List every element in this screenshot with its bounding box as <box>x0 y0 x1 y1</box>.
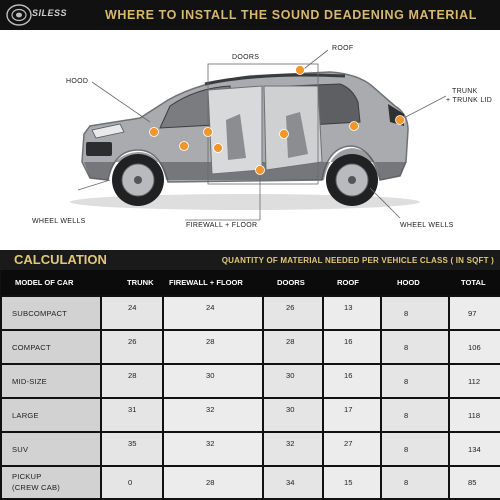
header-hood: HOOD <box>381 270 449 296</box>
cell-firewall: 24 <box>163 296 263 330</box>
cell-roof: 13 <box>323 296 381 330</box>
cell-doors: 30 <box>263 398 323 432</box>
marker-floor <box>256 166 265 175</box>
table-row <box>1 364 500 398</box>
cell-firewall: 32 <box>163 432 263 466</box>
label-doors: DOORS <box>232 54 260 61</box>
table-row <box>1 398 500 432</box>
cell-model: MID-SIZE <box>1 364 101 398</box>
cell-doors: 30 <box>263 364 323 398</box>
calculation-subtitle: QUANTITY OF MATERIAL NEEDED PER VEHICLE CLASS ( IN SQFT ) <box>221 256 494 265</box>
cell-doors: 34 <box>263 466 323 499</box>
table-header-row <box>1 270 500 296</box>
cell-model: LARGE <box>1 398 101 432</box>
cell-firewall: 30 <box>163 364 263 398</box>
calculation-title: CALCULATION <box>14 252 107 267</box>
cell-trunk: 28 <box>101 364 163 398</box>
label-firewall-floor: FIREWALL + FLOOR <box>186 222 258 229</box>
vehicle-class-table <box>0 270 500 500</box>
cell-total: 112 <box>449 364 500 398</box>
table-row <box>1 466 500 499</box>
cell-model <box>1 466 101 499</box>
marker-rear-wheelwell <box>350 122 359 131</box>
cell-model: COMPACT <box>1 330 101 364</box>
marker-door-front-2 <box>214 144 223 153</box>
cell-total: 106 <box>449 330 500 364</box>
cell-trunk: 35 <box>101 432 163 466</box>
cell-doors: 28 <box>263 330 323 364</box>
cell-total: 118 <box>449 398 500 432</box>
marker-door-rear <box>280 130 289 139</box>
cell-total: 134 <box>449 432 500 466</box>
title-banner <box>0 0 500 30</box>
cell-trunk: 0 <box>101 466 163 499</box>
cell-total: 85 <box>449 466 500 499</box>
wheelwell-left-leader <box>78 180 110 190</box>
cell-trunk: 31 <box>101 398 163 432</box>
header-firewall-floor: FIREWALL + FLOOR <box>163 270 263 296</box>
cell-trunk: 26 <box>101 330 163 364</box>
hood-leader <box>92 82 150 122</box>
cell-model: SUV <box>1 432 101 466</box>
cell-firewall: 28 <box>163 330 263 364</box>
label-roof: ROOF <box>332 45 354 52</box>
marker-front-wheelwell <box>180 142 189 151</box>
car-illustration <box>0 30 500 250</box>
header-total: TOTAL <box>449 270 500 296</box>
grille <box>86 142 112 156</box>
logo-text: SILESS <box>32 8 68 18</box>
table-row <box>1 296 500 330</box>
cell-model-line1: PICKUP <box>12 472 42 482</box>
cell-hood: 8 <box>381 296 449 330</box>
cell-doors: 26 <box>263 296 323 330</box>
cell-hood: 8 <box>381 432 449 466</box>
cell-roof: 16 <box>323 330 381 364</box>
material-table <box>0 270 500 500</box>
cell-model-line2: (CREW CAB) <box>12 482 60 492</box>
cell-model: SUBCOMPACT <box>1 296 101 330</box>
page-title: WHERE TO INSTALL THE SOUND DEADENING MATERIAL <box>105 8 477 22</box>
cell-hood: 8 <box>381 330 449 364</box>
header-trunk: TRUNK <box>101 270 163 296</box>
front-hub <box>134 176 142 184</box>
cell-hood: 8 <box>381 398 449 432</box>
trunk-leader <box>400 96 446 120</box>
cell-roof: 17 <box>323 398 381 432</box>
label-trunk: TRUNK <box>452 88 478 95</box>
header-roof: ROOF <box>323 270 381 296</box>
cell-hood: 8 <box>381 364 449 398</box>
marker-trunk <box>396 116 405 125</box>
cell-total: 97 <box>449 296 500 330</box>
car-diagram <box>0 30 500 250</box>
header-model: MODEL OF CAR <box>1 270 101 296</box>
cell-roof: 16 <box>323 364 381 398</box>
cell-trunk: 24 <box>101 296 163 330</box>
table-row <box>1 432 500 466</box>
cell-hood: 8 <box>381 466 449 499</box>
marker-door-front <box>204 128 213 137</box>
calculation-header <box>0 250 500 270</box>
label-trunk-lid: + TRUNK LID <box>446 97 493 104</box>
cell-firewall: 28 <box>163 466 263 499</box>
cell-roof: 27 <box>323 432 381 466</box>
cell-doors: 32 <box>263 432 323 466</box>
cell-firewall: 32 <box>163 398 263 432</box>
label-wheel-wells-right: WHEEL WELLS <box>400 222 454 229</box>
label-hood: HOOD <box>66 78 89 85</box>
label-wheel-wells-left: WHEEL WELLS <box>32 218 86 225</box>
marker-hood <box>150 128 159 137</box>
header-doors: DOORS <box>263 270 323 296</box>
table-row <box>1 330 500 364</box>
marker-roof <box>296 66 305 75</box>
cell-roof: 15 <box>323 466 381 499</box>
rear-hub <box>348 176 356 184</box>
